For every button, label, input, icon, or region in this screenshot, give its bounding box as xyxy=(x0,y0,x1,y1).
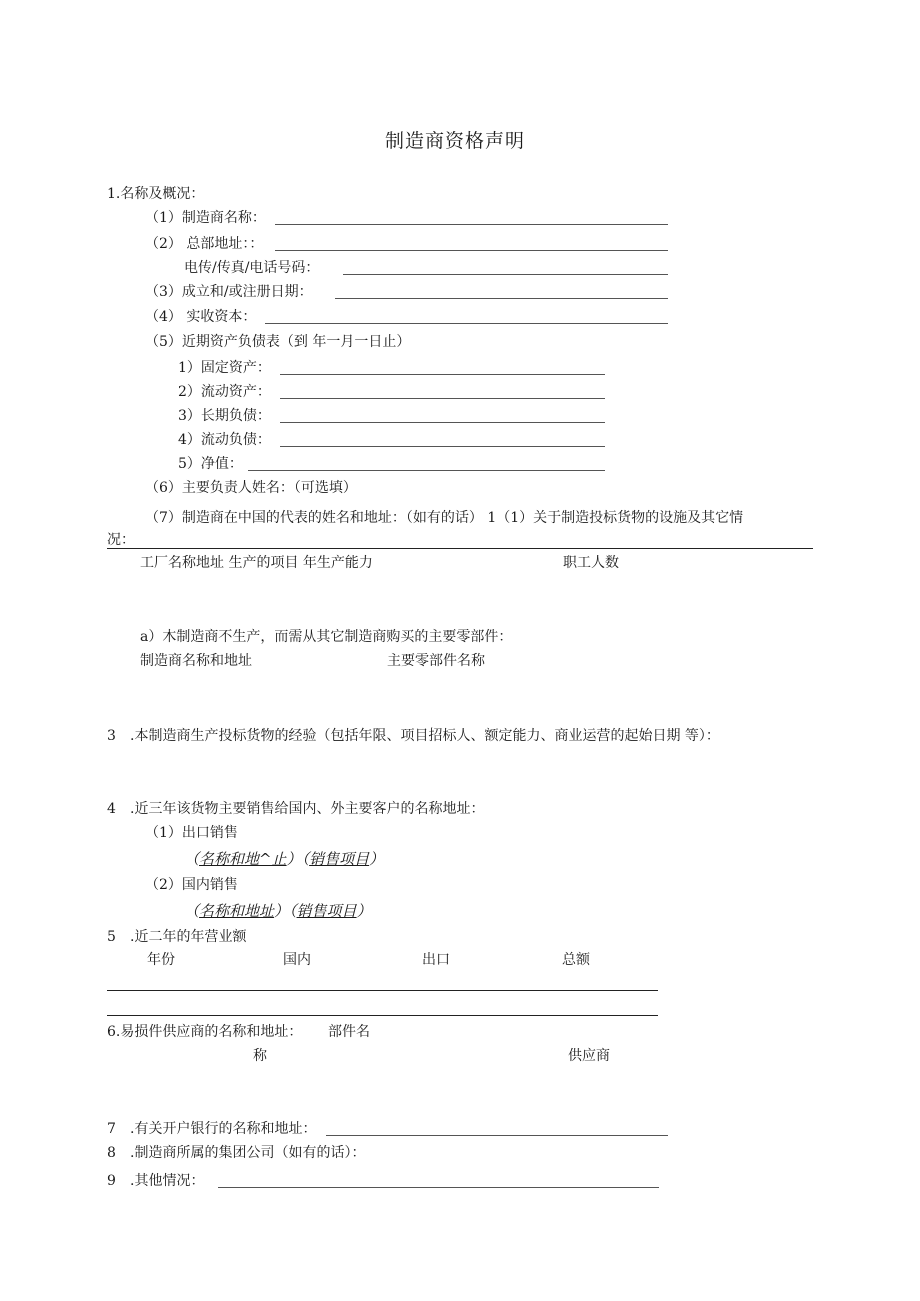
turnover-domestic-header: 国内 xyxy=(283,952,311,968)
net-worth-label: 5）净值： xyxy=(178,456,243,472)
parts-name-header-2: 称 xyxy=(253,1048,267,1064)
turnover-row-line[interactable] xyxy=(107,1015,658,1016)
bank-name-field[interactable] xyxy=(326,1135,668,1136)
section-7-number: 7 xyxy=(107,1121,116,1137)
paid-in-capital-label: （4） 实收资本： xyxy=(145,309,257,325)
export-sales-label: （1）出口销售 xyxy=(145,825,238,841)
section-3-text: .本制造商生产投标货物的经验（包括年限、项目招标人、额定能力、商业运营的起始日期 等）： xyxy=(130,728,720,744)
principal-name-label: （6）主要负责人姓名：（可选填） xyxy=(145,480,357,496)
headquarters-address-label: （2） 总部地址：： xyxy=(145,236,264,252)
section-4-text: .近三年该货物主要销售给国内、外主要客户的名称地址： xyxy=(130,801,485,817)
section-6-text: 6.易损件供应商的名称和地址： xyxy=(107,1024,303,1040)
registration-date-label: （3）成立和/或注册日期： xyxy=(145,284,313,300)
long-term-liabilities-field[interactable] xyxy=(280,422,605,423)
fixed-assets-field[interactable] xyxy=(280,374,605,375)
export-item-column: 销售项目 xyxy=(309,850,370,868)
current-assets-label: 2）流动资产： xyxy=(178,384,271,400)
section-5-number: 5 xyxy=(107,929,116,945)
parts-supplier-header: 制造商名称和地址 xyxy=(140,653,252,669)
domestic-sales-columns: （名称和地址）（销售项目） xyxy=(184,902,372,920)
domestic-item-column: 销售项目 xyxy=(296,902,357,920)
facility-table-header: 工厂名称地址 生产的项目 年生产能力 xyxy=(140,555,373,571)
balance-sheet-label: （5）近期资产负债表（到 年一月一日止） xyxy=(145,334,411,350)
section-5-text: .近二年的年营业额 xyxy=(130,929,247,945)
current-assets-field[interactable] xyxy=(280,398,605,399)
section-divider xyxy=(107,548,813,549)
turnover-total-header: 总额 xyxy=(562,952,590,968)
section-9-number: 9 xyxy=(107,1173,116,1189)
turnover-export-header: 出口 xyxy=(422,952,450,968)
long-term-liabilities-label: 3）长期负债： xyxy=(178,408,271,424)
export-name-column: 名称和地^止 xyxy=(199,850,287,868)
other-info-label: .其他情况： xyxy=(130,1173,205,1189)
fixed-assets-label: 1）固定资产： xyxy=(178,360,271,376)
bank-name-label: .有关开户银行的名称和地址： xyxy=(130,1121,317,1137)
turnover-year-header: 年份 xyxy=(147,952,175,968)
china-representative-label: （7）制造商在中国的代表的姓名和地址：（如有的话） 1（1）关于制造投标货物的设施及其它情 xyxy=(145,510,744,526)
domestic-sales-label: （2）国内销售 xyxy=(145,877,238,893)
section-3-number: 3 xyxy=(107,728,116,744)
export-sales-columns: （名称和地^止）（销售项目） xyxy=(184,850,385,868)
facility-table-staff-header: 职工人数 xyxy=(563,555,619,571)
section-1-heading: 1.名称及概况： xyxy=(107,186,205,202)
other-info-field[interactable] xyxy=(218,1187,659,1188)
parts-name-header-1: 部件名 xyxy=(328,1024,370,1040)
group-company-label: .制造商所属的集团公司（如有的话）： xyxy=(130,1145,366,1161)
registration-date-field[interactable] xyxy=(335,298,668,299)
section-8-number: 8 xyxy=(107,1145,116,1161)
current-liabilities-label: 4）流动负债： xyxy=(178,432,271,448)
parts-name-header: 主要零部件名称 xyxy=(387,653,485,669)
current-liabilities-field[interactable] xyxy=(280,446,605,447)
page-title: 制造商资格声明 xyxy=(385,130,526,152)
phone-fax-label: 电传/传真/电话号码： xyxy=(184,260,320,276)
phone-fax-field[interactable] xyxy=(343,274,668,275)
paid-in-capital-field[interactable] xyxy=(265,323,668,324)
net-worth-field[interactable] xyxy=(248,470,605,471)
headquarters-address-field[interactable] xyxy=(275,250,668,251)
turnover-row-line[interactable] xyxy=(107,990,658,991)
manufacturer-name-field[interactable] xyxy=(275,224,668,225)
purchased-parts-note: a）木制造商不生产，而需从其它制造商购买的主要零部件： xyxy=(140,629,513,645)
domestic-name-column: 名称和地址 xyxy=(199,902,275,920)
section-4-number: 4 xyxy=(107,801,116,817)
manufacturer-name-label: （1）制造商名称： xyxy=(145,210,266,226)
supplier-header: 供应商 xyxy=(568,1048,610,1064)
china-representative-label-cont: 况： xyxy=(107,532,135,548)
